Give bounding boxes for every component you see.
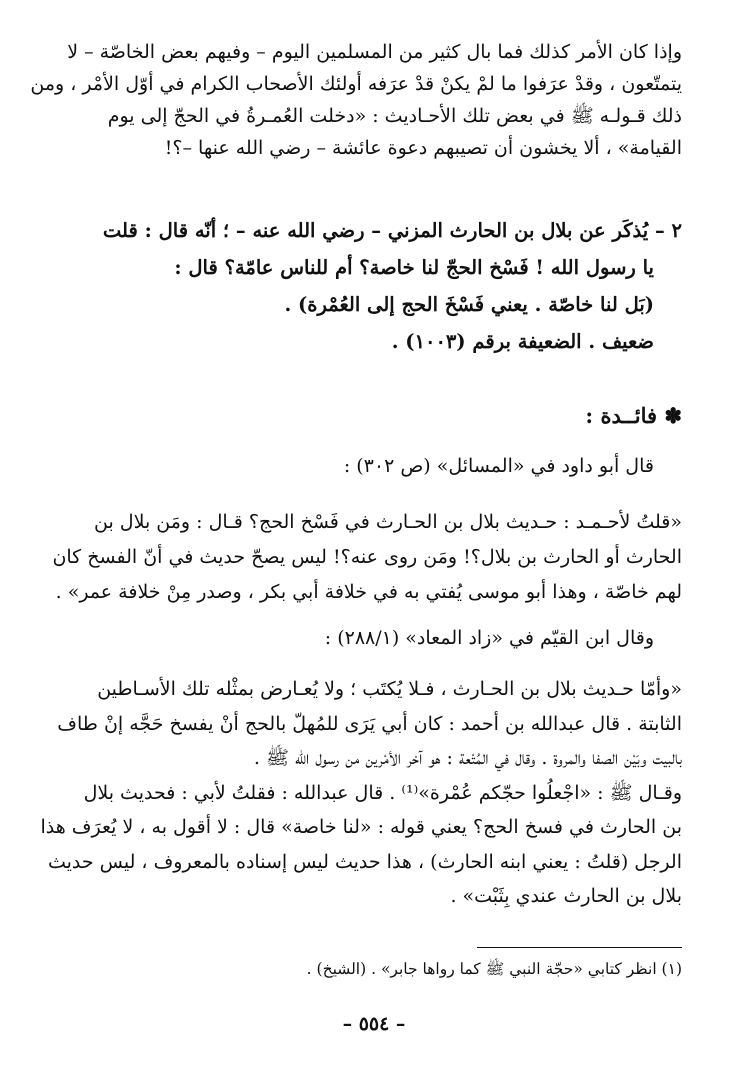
footnote-separator [477, 947, 682, 948]
text-line: بلال بن الحارث عندي بِثَبْت» . [450, 885, 682, 907]
abu-dawud-intro: قال أبو داود في «المسائل» (ص ٣٠٢) : [343, 455, 654, 477]
hadith-line: (بَل لنا خاصّة . يعني فَسْخَ الحج إلى العُمْرة) . [284, 293, 654, 316]
intro-paragraph [30, 36, 682, 164]
text-line: لهم خاصّة ، وهذا أبو موسى يُفتي به في خلافة أبي بكر ، وصدر مِنْ خلافة عمر» . [55, 581, 682, 603]
footnote: (١) انظر كتابي «حجّة النبي ﷺ كما رواها جابر» . (الشيخ) . [306, 960, 682, 978]
text-line: وقـال ﷺ : «اجْعلُوا حجّكم عُمْرة»⁽¹⁾ . قال عبدالله : فقلتُ لأبي : فحديث بلال [83, 781, 682, 804]
text-line: الثابتة . قال عبدالله بن أحمد : كان أبي يَرَى للمُهلّ بالحج أنْ يفسخ حَجَّه إنْ طاف [57, 712, 682, 735]
text-line: الرجل (قلتُ : يعني ابنه الحارث) ، هذا حديث ليس إسناده بالمعروف ، ليس حديث [47, 850, 682, 873]
ibn-qayyim-quote [40, 672, 682, 914]
text-line: يتمتّعون ، وقدْ عرَفوا ما لمْ يكنْ قدْ عرَفه أولئك الأصحاب الكرام في أوّل الأمْر ، ومن [30, 73, 682, 95]
faida-heading: ✽ فائــدة : [585, 403, 682, 428]
text-line: القيامة» ، ألا يخشون أن تصيبهم دعوة عائشة – رضي الله عنها –؟! [164, 137, 682, 159]
hadith-block [64, 212, 682, 360]
text-line: ذلك قـولـه ﷺ في بعض تلك الأحـاديث : «دخلت العُمـرةُ في الحجّ إلى يوم [107, 105, 682, 127]
page-number: – ٥٥٤ – [342, 1013, 406, 1035]
hadith-line: يا رسول الله ! فَسْخ الحجّ لنا خاصة؟ أم للناس عامّة؟ قال : [174, 256, 654, 279]
hadith-line: ٢ – يُذكَر عن بلال بن الحارث المزني – رضي الله عنه – ؛ أنّه قال : قلت [102, 219, 682, 242]
text-line: بن الحارث في فسخ الحج؟ يعني قوله : «لنا خاصة» قال : لا أقول به ، لا يُعرَف هذا [40, 816, 682, 838]
text-line: «وأمّا حـديث بلال بن الحـارث ، فـلا يُكتَب ؛ ولا يُعـارض بمثْله تلك الأسـاطين [97, 678, 682, 700]
abu-dawud-quote [52, 505, 682, 610]
text-line: وإذا كان الأمر كذلك فما بال كثير من المسلمين اليوم – وفيهم بعض الخاصّة – لا [67, 41, 682, 63]
text-line: بالبيت وبَيْن الصفا والمروة . وقال في المُتْعة : هو آخر الأمْرين من رسول الله ﷺ . [253, 747, 682, 769]
text-line: الحارث أو الحارث بن بلال؟! ومَن روى عنه؟! ليس يصحّ حديث في أنّ الفسخ كان [52, 546, 682, 568]
hadith-grade: ضعيف . الضعيفة برقم (١٠٠٣) . [391, 330, 654, 353]
asterisk-icon: ✽ [664, 403, 682, 428]
text-line: «قلتُ لأحـمـد : حـديث بلال بن الحـارث في فَسْخ الحج؟ قـال : ومَن بلال بن [94, 511, 682, 533]
ibn-qayyim-intro: وقال ابن القيّم في «زاد المعاد» (٢٨٨/١) : [324, 627, 654, 649]
